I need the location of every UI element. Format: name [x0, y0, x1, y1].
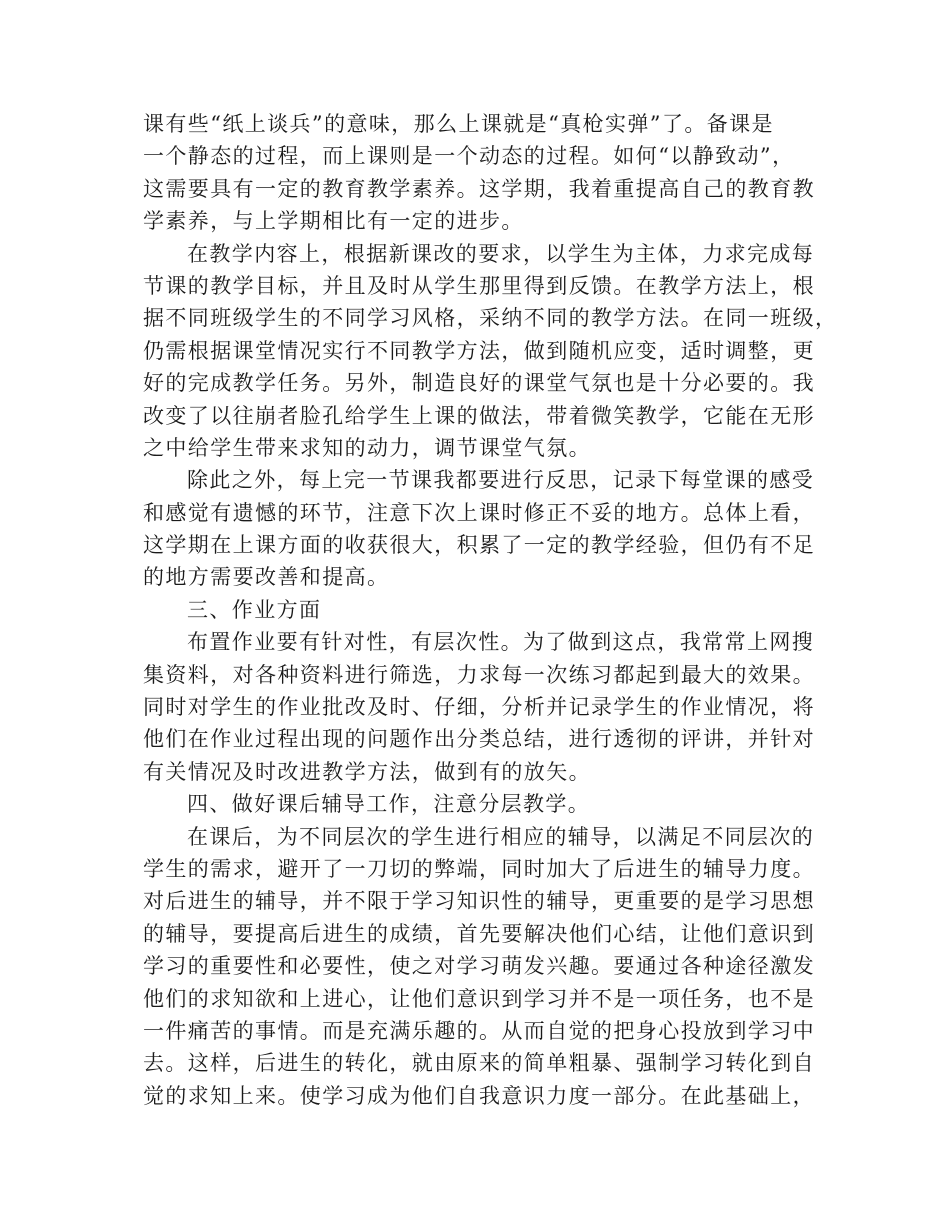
text-line: 和感觉有遗憾的环节，注意下次上课时修正不妥的地方。总体上看， — [143, 500, 815, 525]
text-line: 学生的需求，避开了一刀切的弊端，同时加大了后进生的辅导力度。 — [143, 856, 815, 881]
paragraph-first-line: 除此之外，每上完一节课我都要进行反思，记录下每堂课的感受 — [187, 468, 815, 493]
text-line: 的辅导，要提高后进生的成绩，首先要解决他们心结，让他们意识到 — [143, 921, 815, 946]
text-line: 他们在作业过程出现的问题作出分类总结，进行透彻的评讲，并针对 — [143, 727, 815, 752]
text-line: 的地方需要改善和提高。 — [143, 565, 390, 590]
text-line: 有关情况及时改进教学方法，做到有的放矢。 — [143, 759, 591, 784]
section-heading: 四、做好课后辅导工作，注意分层教学。 — [187, 792, 591, 817]
text-line: 学素养，与上学期相比有一定的进步。 — [143, 209, 524, 234]
text-line: 这需要具有一定的教育教学素养。这学期，我着重提高自己的教育教 — [143, 176, 815, 201]
text-line: 改变了以往崩者脸孔给学生上课的做法，带着微笑教学，它能在无形 — [143, 403, 815, 428]
text-line: 去。这样，后进生的转化，就由原来的简单粗暴、强制学习转化到自 — [143, 1051, 815, 1076]
text-line: 节课的教学目标，并且及时从学生那里得到反馈。在教学方法上，根 — [143, 273, 815, 298]
text-line: 一件痛苦的事情。而是充满乐趣的。从而自觉的把身心投放到学习中 — [143, 1018, 815, 1043]
paragraph-first-line: 在教学内容上，根据新课改的要求，以学生为主体，力求完成每 — [187, 241, 815, 266]
text-line: 好的完成教学任务。另外，制造良好的课堂气氛也是十分必要的。我 — [143, 371, 815, 396]
text-line: 对后进生的辅导，并不限于学习知识性的辅导，更重要的是学习思想 — [143, 889, 815, 914]
text-line: 之中给学生带来求知的动力，调节课堂气氛。 — [143, 435, 591, 460]
text-line: 课有些“纸上谈兵”的意味，那么上课就是“真枪实弹”了。备课是 — [143, 112, 774, 136]
document-body — [143, 108, 838, 1112]
paragraph-first-line: 布置作业要有针对性，有层次性。为了做到这点，我常常上网搜 — [187, 630, 815, 655]
text-line: 同时对学生的作业批改及时、仔细，分析并记录学生的作业情况，将 — [143, 695, 815, 720]
text-line: 这学期在上课方面的收获很大，积累了一定的教学经验，但仍有不足 — [143, 533, 815, 558]
text-line: 集资料，对各种资料进行筛选，力求每一次练习都起到最大的效果。 — [143, 662, 815, 687]
text-line: 仍需根据课堂情况实行不同教学方法，做到随机应变，适时调整，更 — [143, 338, 815, 363]
text-line: 据不同班级学生的不同学习风格，采纳不同的教学方法。在同一班级， — [143, 306, 838, 331]
text-line: 觉的求知上来。使学习成为他们自我意识力度一部分。在此基础上， — [143, 1083, 815, 1108]
paragraph-first-line: 在课后，为不同层次的学生进行相应的辅导，以满足不同层次的 — [187, 824, 815, 849]
text-line: 他们的求知欲和上进心，让他们意识到学习并不是一项任务，也不是 — [143, 986, 815, 1011]
text-line: 一个静态的过程，而上课则是一个动态的过程。如何“以静致动”， — [143, 144, 795, 169]
text-line: 学习的重要性和必要性，使之对学习萌发兴趣。要通过各种途径激发 — [143, 954, 815, 979]
section-heading: 三、作业方面 — [187, 597, 322, 622]
